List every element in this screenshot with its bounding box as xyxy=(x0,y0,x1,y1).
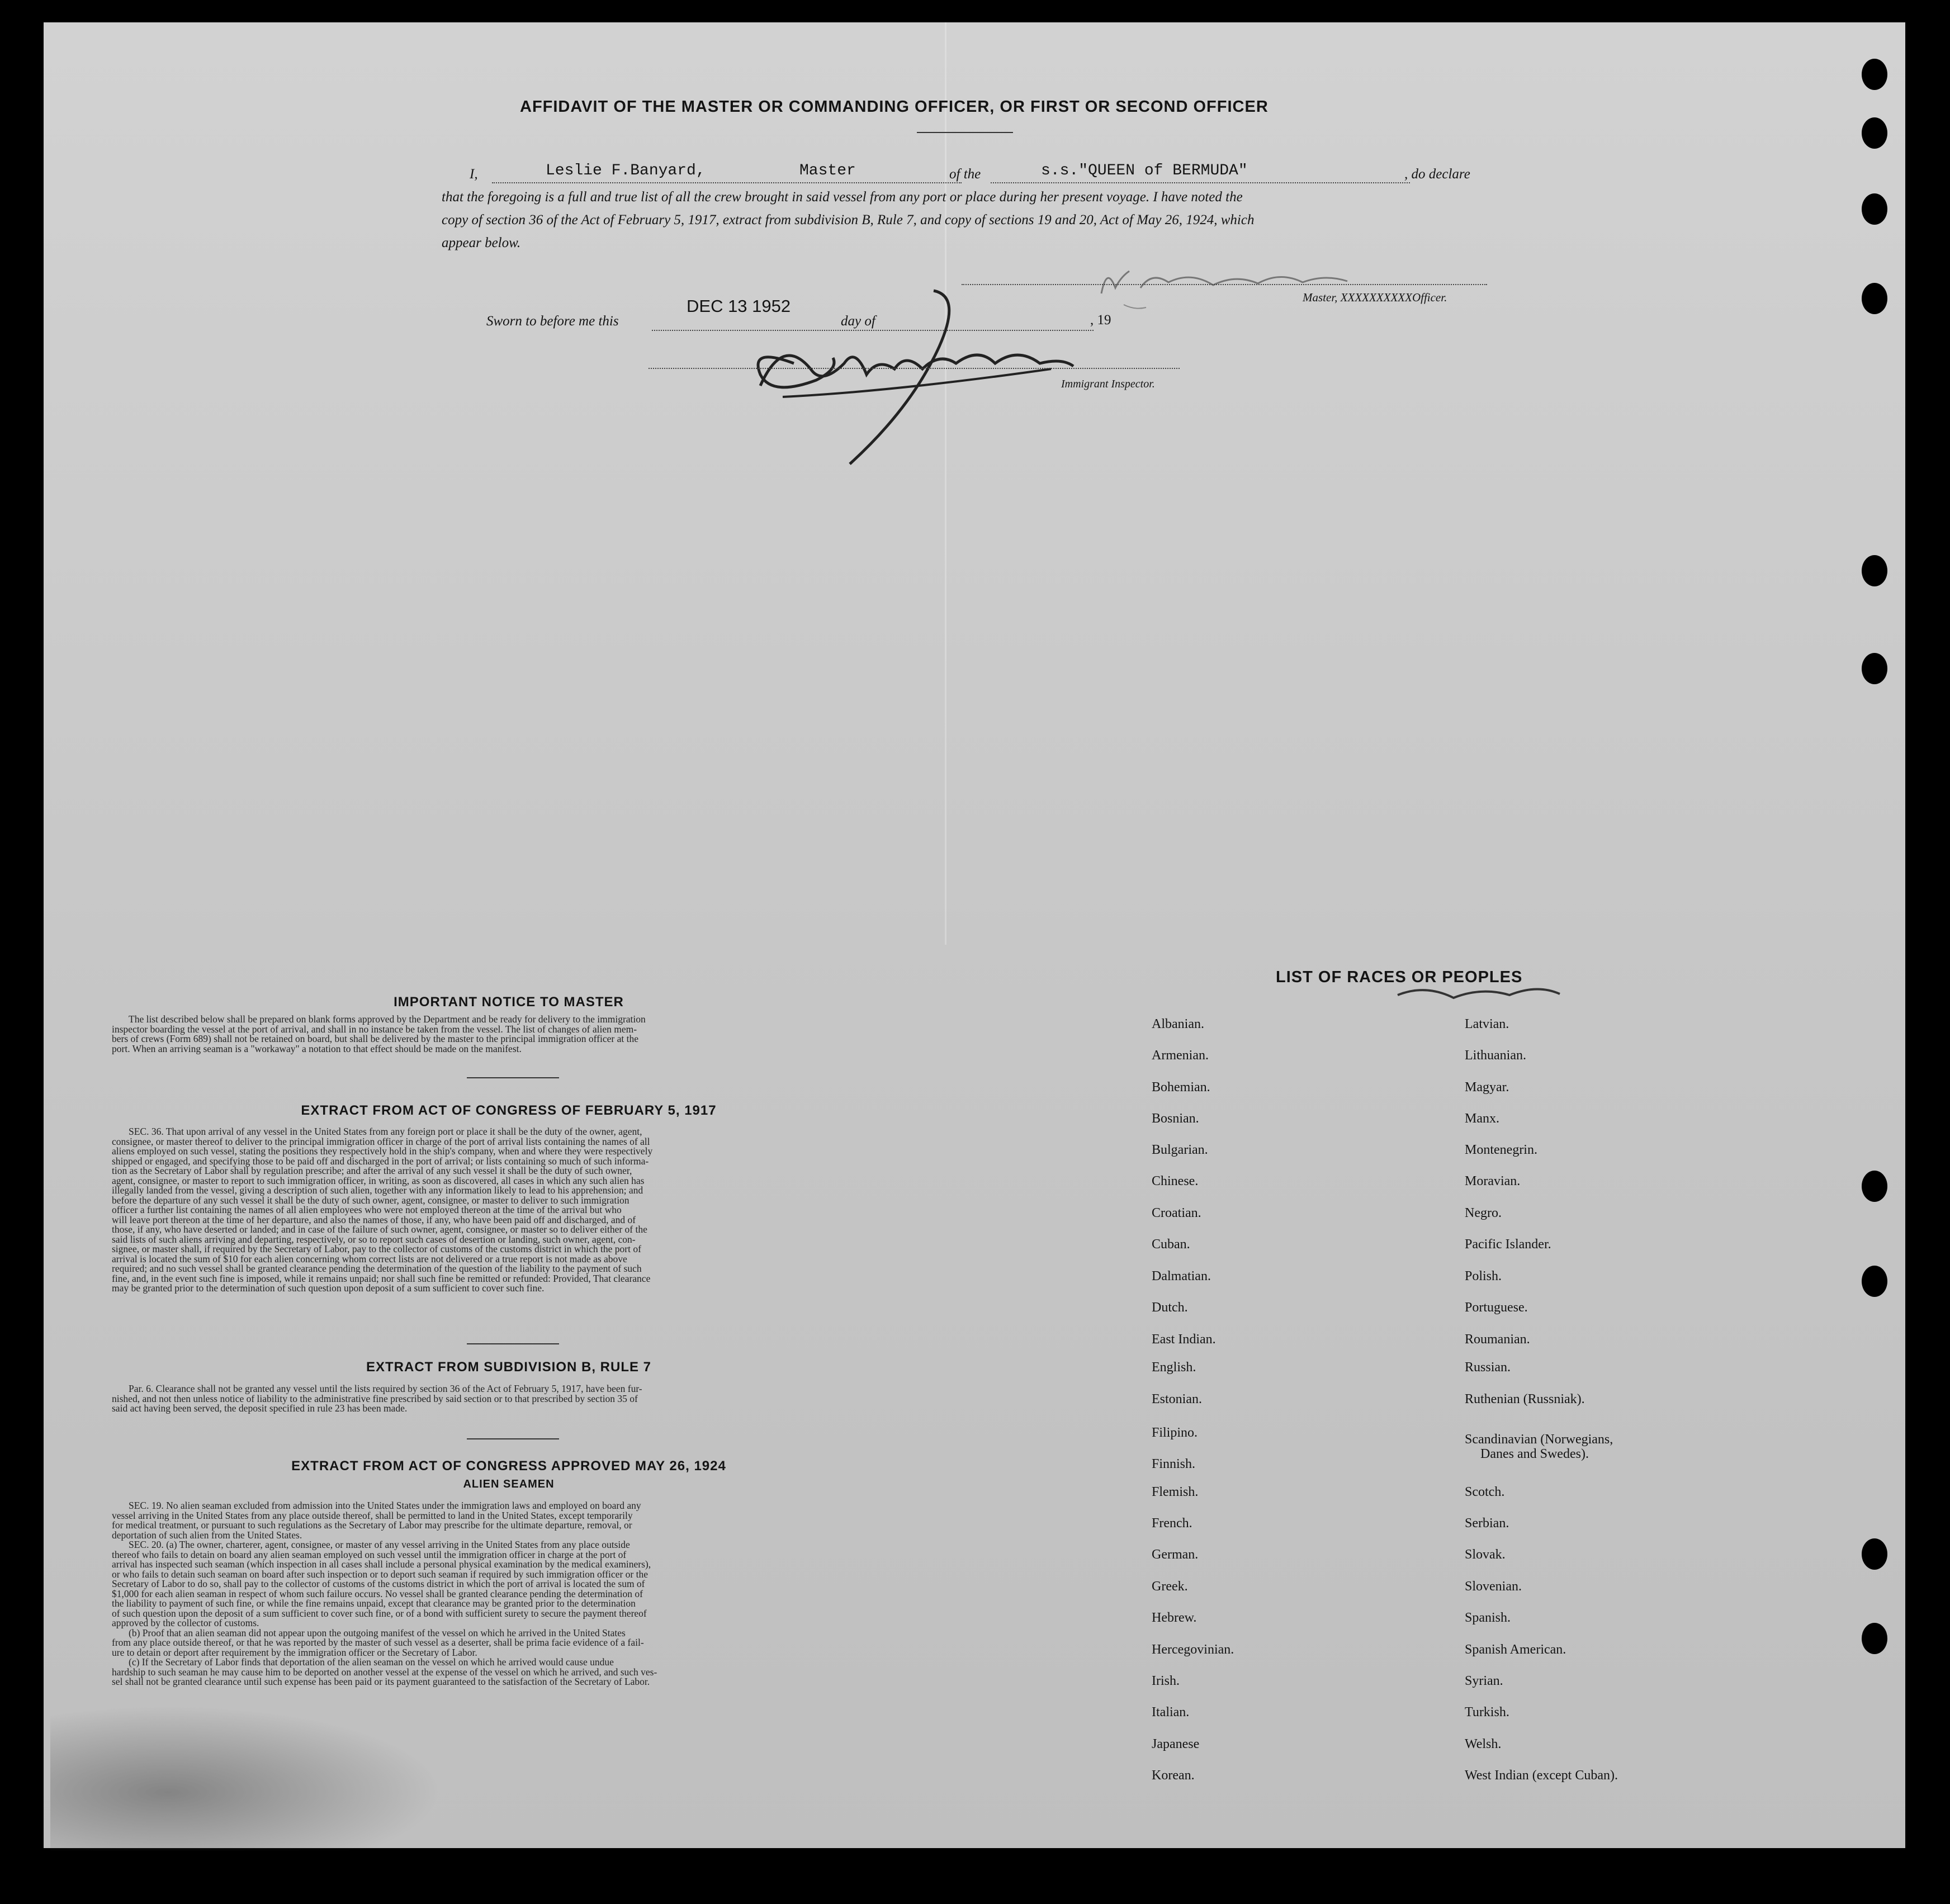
section-divider xyxy=(467,1343,559,1344)
section-divider xyxy=(467,1077,559,1078)
binder-hole xyxy=(1862,1623,1887,1654)
day-of-label: day of xyxy=(841,314,875,329)
act1924-line: SEC. 20. (a) The owner, charterer, agent, consignee, or master of any vessel arriving in the United States from any place outside xyxy=(129,1539,630,1550)
race-item: Bohemian. xyxy=(1152,1080,1210,1095)
binder-hole xyxy=(1862,59,1887,90)
scan-smudge xyxy=(50,1705,442,1850)
act1917-body xyxy=(112,1127,906,1294)
act1917-line: said lists of such aliens arriving and departing, respectively, or so to report such cases of desertion or landing, such owner, agent, con- xyxy=(112,1233,636,1245)
race-item: French. xyxy=(1152,1516,1192,1531)
inspector-caption: Immigrant Inspector. xyxy=(1061,378,1155,390)
notice-line: port. When an arriving seaman is a "workaway" a notation to that effect should be made on the manifest. xyxy=(112,1043,522,1054)
race-item: Pacific Islander. xyxy=(1465,1237,1551,1252)
race-item: Slovenian. xyxy=(1465,1579,1522,1594)
race-item: Armenian. xyxy=(1152,1048,1209,1063)
binder-hole xyxy=(1862,555,1887,586)
act1924-line: (b) Proof that an alien seaman did not appear upon the outgoing manifest of the vessel on which he arrived in the United States xyxy=(129,1627,626,1638)
race-item: German. xyxy=(1152,1547,1199,1562)
act1924-line: of such question upon the deposit of a sum sufficient to cover such fine, or of a bond with sufficient surety to secure the payment thereof xyxy=(112,1607,647,1619)
act1917-line: aliens employed on such vessel, stating the positions they respectively hold in the ship's company, when and where they were respectively xyxy=(112,1145,653,1157)
notice-title: IMPORTANT NOTICE TO MASTER xyxy=(394,994,624,1010)
race-item: East Indian. xyxy=(1152,1332,1216,1347)
race-item: Bulgarian. xyxy=(1152,1143,1208,1157)
race-item: Negro. xyxy=(1465,1206,1502,1220)
master-name: Leslie F.Banyard, xyxy=(546,162,706,179)
declaration-line-3: copy of section 36 of the Act of February 5, 1917, extract from subdivision B, Rule 7, and copy of sections 19 and 20, Act of May 26, 1924, which xyxy=(442,212,1255,228)
master-caption: Master, XXXXXXXXXXOfficer. xyxy=(1303,291,1447,304)
race-item: Korean. xyxy=(1152,1768,1195,1783)
act1924-line: $1,000 for each alien seaman in respect of whom such failure occurs. No vessel shall be granted clearance pending the determination of xyxy=(112,1588,643,1599)
race-item: Lithuanian. xyxy=(1465,1048,1526,1063)
race-item: English. xyxy=(1152,1360,1196,1375)
race-item: Estonian. xyxy=(1152,1392,1202,1406)
of-the-label: of the xyxy=(949,167,981,182)
race-item: Filipino. xyxy=(1152,1425,1198,1440)
race-item: Irish. xyxy=(1152,1674,1180,1688)
act1924-line: thereof who fails to detain on board any alien seaman employed on such vessel until the immigration officer in charge at the port of xyxy=(112,1548,627,1560)
act1917-title: EXTRACT FROM ACT OF CONGRESS OF FEBRUARY 5, 1917 xyxy=(301,1103,717,1118)
races-title: LIST OF RACES OR PEOPLES xyxy=(1276,968,1523,986)
binder-hole xyxy=(1862,117,1887,149)
notice-line: The list described below shall be prepared on blank forms approved by the Department and be ready for delivery to the immigration xyxy=(129,1013,646,1025)
act1917-line: those, if any, who have deserted or landed; and in case of the failure of such owner, agent, consignee, or master so to deliver either of the xyxy=(112,1224,647,1235)
race-item: Portuguese. xyxy=(1465,1300,1528,1315)
act1917-line: illegally landed from the vessel, giving a description of such alien, together with any information likely to lead to his apprehension; and xyxy=(112,1185,643,1196)
race-item: Moravian. xyxy=(1465,1174,1521,1188)
race-item: Hercegovinian. xyxy=(1152,1642,1234,1657)
act1924-subtitle: ALIEN SEAMEN xyxy=(463,1478,555,1490)
race-item: Cuban. xyxy=(1152,1237,1190,1252)
binder-hole xyxy=(1862,1171,1887,1202)
title-divider xyxy=(917,132,1013,133)
act1924-line: hardship to such seaman he may cause him to be deported on another vessel at the expense of the vessel on which he arrived, and such ves- xyxy=(112,1666,657,1678)
race-item: Syrian. xyxy=(1465,1674,1503,1688)
act1924-line: or who fails to detain such seaman on board after such inspection or to deport such seaman if required by such immigration officer or the xyxy=(112,1568,648,1580)
binder-hole xyxy=(1862,193,1887,225)
sworn-label: Sworn to before me this xyxy=(486,314,619,329)
race-item: Hebrew. xyxy=(1152,1611,1197,1625)
race-item: Montenegrin. xyxy=(1465,1143,1537,1157)
master-rank: Master xyxy=(799,162,856,179)
notice-line: bers of crews (Form 689) shall not be retained on board, but shall be delivered by the master to the principal immigration officer at the xyxy=(112,1033,638,1044)
ink-scribble xyxy=(1392,973,1616,1006)
race-item: Spanish American. xyxy=(1465,1642,1566,1657)
vessel-name: s.s."QUEEN of BERMUDA" xyxy=(1041,162,1248,179)
year-prefix: , 19 xyxy=(1090,312,1111,328)
rule7-body xyxy=(112,1384,906,1414)
act1924-line: Secretary of Labor to do so, shall pay to the collector of customs of the customs district in which the port of arrival is located the sum of xyxy=(112,1578,645,1589)
race-item: Flemish. xyxy=(1152,1485,1199,1499)
act1917-line: tion as the Secretary of Labor shall by regulation prescribe; and after the arrival of any such vessel it shall be the duty of such owner, xyxy=(112,1165,632,1176)
binder-hole xyxy=(1862,653,1887,684)
act1917-line: consignee, or master thereof to deliver to the principal immigration officer in charge of the port of arrival lists containing the names of all xyxy=(112,1135,650,1147)
race-item: Magyar. xyxy=(1465,1080,1509,1095)
race-item: Spanish. xyxy=(1465,1611,1511,1625)
race-item: Scandinavian (Norwegians, xyxy=(1465,1432,1613,1447)
notice-line: inspector boarding the vessel at the port of arrival, and shall in no instance be taken from the vessel. The list of changes of alien mem- xyxy=(112,1023,637,1035)
race-item: Greek. xyxy=(1152,1579,1188,1594)
race-item: Latvian. xyxy=(1465,1017,1509,1031)
act1917-line: before the departure of any such vessel it shall be the duty of such owner, agent, consignee, or master to deliver to such immigration xyxy=(112,1194,630,1206)
fold-crease xyxy=(945,22,946,945)
act1924-line: arrival has inspected such seaman (which inspection in all cases shall include a personal physical examination by the medical examiners), xyxy=(112,1559,651,1570)
act1917-line: shipped or engaged, and specifying those to be paid off and discharged in the port of arrival; or lists containing so much of such informa- xyxy=(112,1155,649,1167)
act1924-line: approved by the collector of customs. xyxy=(112,1617,259,1628)
race-item: Bosnian. xyxy=(1152,1111,1199,1126)
act1917-line: will leave port thereon at the time of her departure, and also the names of those, if any, who have been paid off and discharged, and of xyxy=(112,1214,636,1225)
race-item: Slovak. xyxy=(1465,1547,1506,1562)
act1917-line: agent, consignee, or master to report to such immigration officer, in writing, as soon as discovered, all cases in which any such alien has xyxy=(112,1174,645,1186)
act1924-line: for medical treatment, or pursuant to such regulations as the Secretary of Labor may prescribe for the ultimate departure, removal, or xyxy=(112,1519,632,1531)
race-item: Dalmatian. xyxy=(1152,1269,1211,1283)
race-item: Turkish. xyxy=(1465,1705,1509,1720)
act1924-line: ure to detain or deport after requirement by the immigration officer or the Secretary of Labor. xyxy=(112,1646,477,1658)
rule7-line: Par. 6. Clearance shall not be granted any vessel until the lists required by section 36 of the Act of February 5, 1917, have been fur- xyxy=(129,1383,642,1394)
race-item: Italian. xyxy=(1152,1705,1190,1720)
affidavit-title: AFFIDAVIT OF THE MASTER OR COMMANDING OFFICER, OR FIRST OR SECOND OFFICER xyxy=(520,98,1269,116)
race-item: Russian. xyxy=(1465,1360,1511,1375)
act1917-line: required; and no such vessel shall be granted clearance pending the determination of the question of the liability to the payment of such xyxy=(112,1263,642,1274)
act1917-line: signee, or master shall, if required by the Secretary of Labor, pay to the collector of customs of the customs district in which the port of xyxy=(112,1243,641,1254)
declarant-prefix: I, xyxy=(470,167,478,182)
race-item: Polish. xyxy=(1465,1269,1502,1283)
act1917-line: SEC. 36. That upon arrival of any vessel in the United States from any foreign port or place it shall be the duty of the owner, agent, xyxy=(129,1126,642,1137)
race-item: West Indian (except Cuban). xyxy=(1465,1768,1618,1783)
section-divider xyxy=(467,1438,559,1439)
inspector-signature-line xyxy=(649,368,1180,369)
act1917-line: fine, and, in the event such fine is imposed, while it remains unpaid; nor shall such fine be remitted or refunded: Provided, That clearance xyxy=(112,1272,651,1284)
act1924-line: the liability to payment of such fine, or while the fine remains unpaid, except that clearance may be granted prior to the determination xyxy=(112,1598,636,1609)
vessel-line xyxy=(991,182,1410,183)
race-item: Welsh. xyxy=(1465,1737,1502,1751)
act1917-line: arrival is located the sum of $10 for each alien concerning whom correct lists are not delivered or a true report is not made as above xyxy=(112,1253,627,1264)
act1917-line: may be granted prior to the determination of such question upon deposit of a sum sufficient to cover such fine. xyxy=(112,1282,545,1294)
act1924-body xyxy=(112,1501,906,1687)
act1924-line: (c) If the Secretary of Labor finds that deportation of the alien seaman on the vessel on which he arrived would cause undue xyxy=(129,1656,614,1668)
race-item: Manx. xyxy=(1465,1111,1499,1126)
act1924-line: from any place outside thereof, or that he was reported by the master of such vessel as a deserter, shall be prima facie evidence of a fail- xyxy=(112,1637,644,1648)
act1917-line: officer a further list containing the names of all alien employees who were not employed thereon at the time of the arrival but who xyxy=(112,1204,622,1215)
race-item: Dutch. xyxy=(1152,1300,1188,1315)
act1924-line: SEC. 19. No alien seaman excluded from admission into the United States under the immigration laws and employed on board any xyxy=(129,1500,641,1511)
act1924-line: deportation of such alien from the United States. xyxy=(112,1529,302,1541)
notice-body xyxy=(112,1015,906,1054)
race-item: Japanese xyxy=(1152,1737,1200,1751)
sworn-date-stamp: DEC 13 1952 xyxy=(687,296,791,316)
binder-hole xyxy=(1862,1266,1887,1297)
binder-hole xyxy=(1862,1538,1887,1570)
rule7-title: EXTRACT FROM SUBDIVISION B, RULE 7 xyxy=(366,1360,652,1375)
declaration-line-4: appear below. xyxy=(442,235,521,250)
act1924-line: vessel arriving in the United States from any place outside thereof, shall be permitted to land in the United States, except temporarily xyxy=(112,1509,633,1521)
race-item: Danes and Swedes). xyxy=(1480,1447,1589,1461)
race-item: Finnish. xyxy=(1152,1457,1196,1471)
race-item: Scotch. xyxy=(1465,1485,1505,1499)
rule7-line: said act having been served, the deposit specified in rule 23 has been made. xyxy=(112,1403,408,1414)
race-item: Albanian. xyxy=(1152,1017,1204,1031)
declare-label: , do declare xyxy=(1404,167,1470,182)
rule7-line: nished, and not then unless notice of liability to the administrative fine prescribed by said section or to that prescribed by section 35 of xyxy=(112,1393,638,1404)
act1924-title: EXTRACT FROM ACT OF CONGRESS APPROVED MAY 26, 1924 xyxy=(291,1458,726,1474)
act1924-line: sel shall not be granted clearance until such expense has been paid or its payment guaranteed to the satisfaction of the Secretary of Labor. xyxy=(112,1676,650,1687)
race-item: Croatian. xyxy=(1152,1206,1201,1220)
name-line xyxy=(492,182,962,183)
binder-hole xyxy=(1862,283,1887,314)
race-item: Ruthenian (Russniak). xyxy=(1465,1392,1585,1406)
declaration-line-2: that the foregoing is a full and true list of all the crew brought in said vessel from any port or place during her present voyage. I have noted the xyxy=(442,190,1243,205)
race-item: Chinese. xyxy=(1152,1174,1199,1188)
race-item: Serbian. xyxy=(1465,1516,1509,1531)
inspector-signature xyxy=(727,280,1118,470)
race-item: Roumanian. xyxy=(1465,1332,1530,1347)
